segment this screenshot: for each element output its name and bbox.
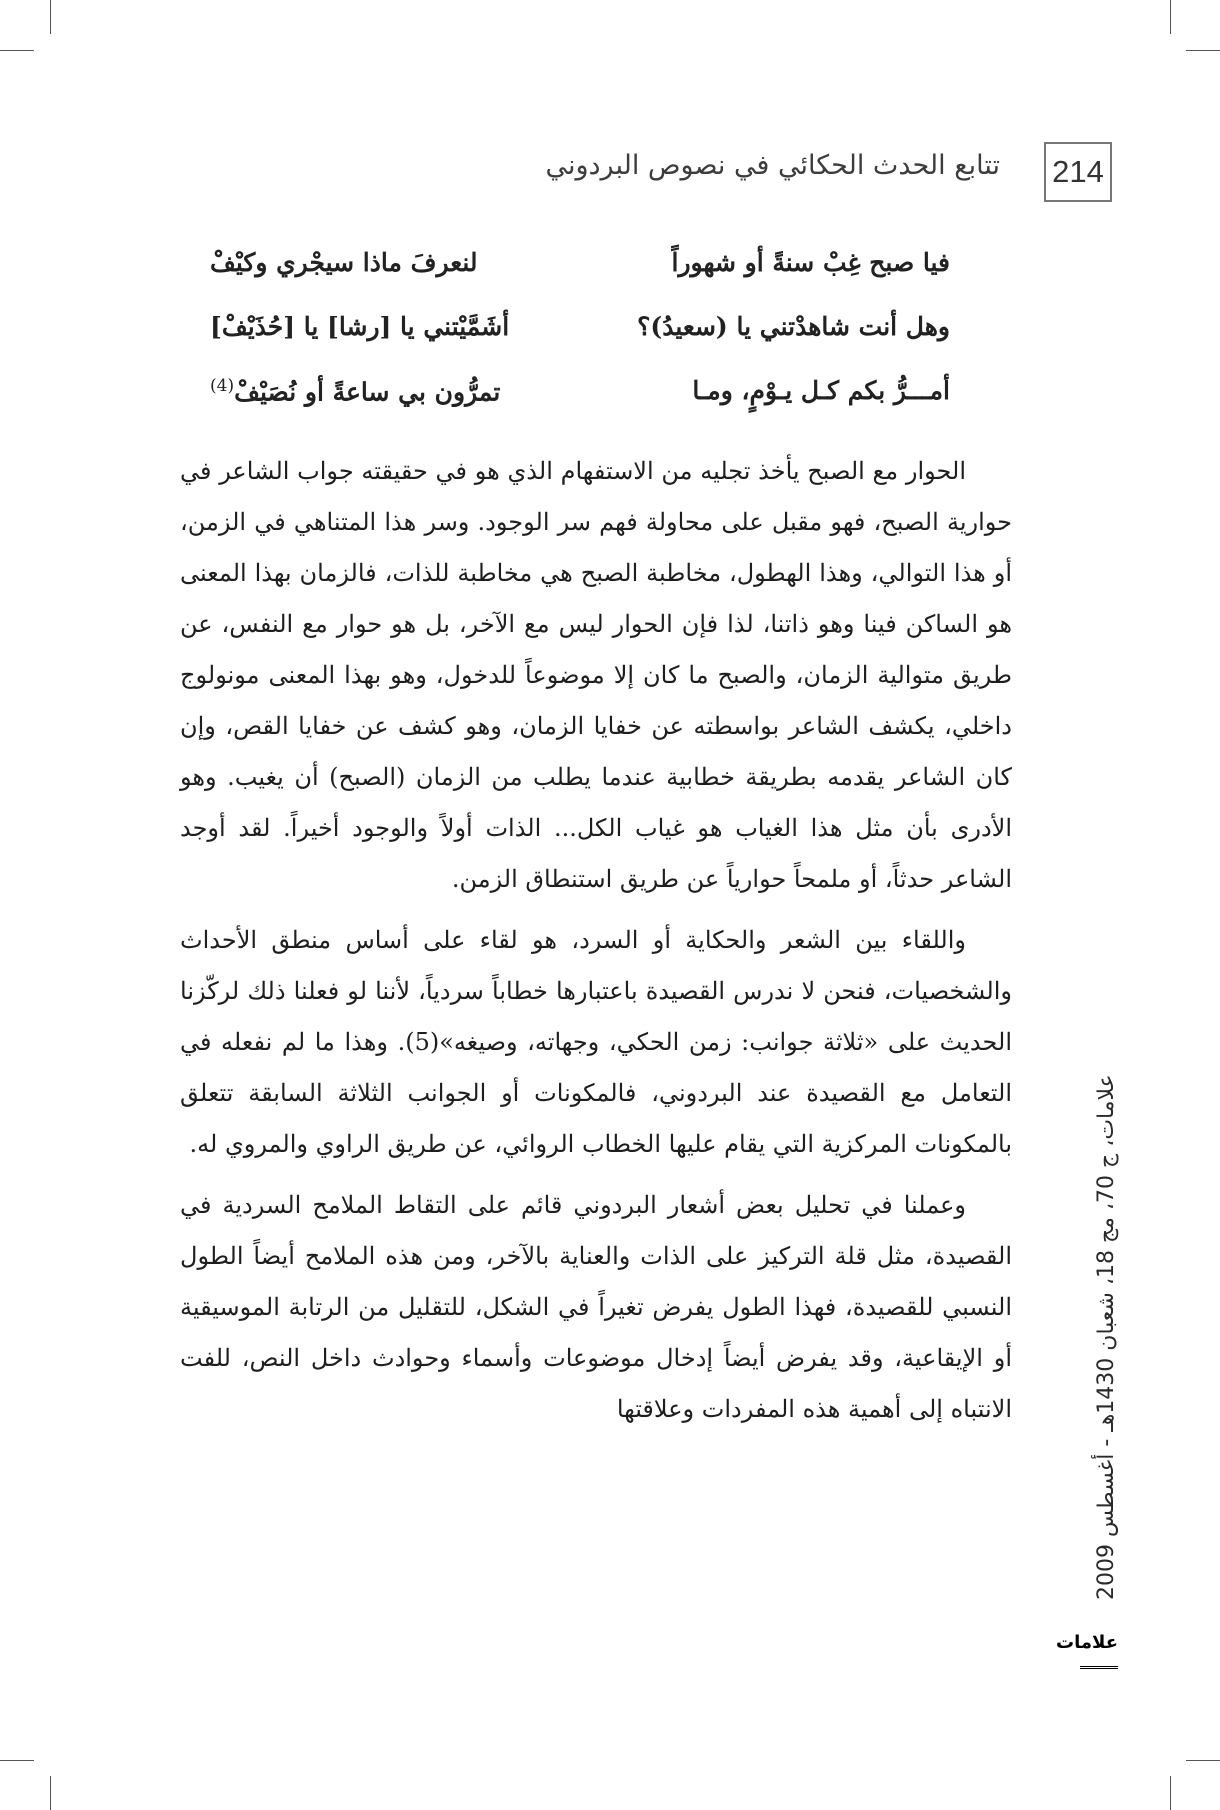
paragraph: وعملنا في تحليل بعض أشعار البردوني قائم على التقاط الملامح السردية في القصيدة، مثل قلة التركيز على الذات والعناية بالآخر، ومن هذه الملامح أيضاً الطول النسبي للقصيدة، فهذا الطول يفرض تغيراً في الشكل، للتقليل من الرتابة الموسيقية أو الإيقاعية، وقد يفرض أيضاً إدخال موضوعات وأسماء وحوادث داخل النص، للفت الانتباه إلى أهمية هذه المفردات وعلاقتها [180, 1191, 1013, 1423]
crop-mark [1170, 1776, 1171, 1810]
paragraph: الحوار مع الصبح يأخذ تجليه من الاستفهام الذي هو في حقيقته جواب الشاعر في حوارية الصبح، فهو مقبل على محاولة فهم سر الوجود. وسر هذا المتناهي في الزمن، أو هذا التوالي، وهذا الهطول، مخاطبة الصبح هي مخاطبة للذات، فالزمان بهذا المعنى هو الساكن فينا وهو ذاتنا، لذا فإن الحوار ليس مع الآخر، بل هو حوار مع النفس، عن طريق متوالية الزمان، والصبح ما كان إلا موضوعاً للدخول، وهو بهذا المعنى مونولوج داخلي، يكشف الشاعر بواسطته عن خفايا الزمان، وهو كشف عن خفايا القص، وإن كان الشاعر يقدمه بطريقة خطابية عندما يطلب من الزمان (الصبح) أن يغيب. وهو الأدرى بأن مثل هذا الغياب هو غياب الكل... الذات أولاً والوجود أخيراً. لقد أوجد الشاعر حدثاً، أو ملمحاً حوارياً عن طريق استنطاق الزمن. [180, 457, 1012, 893]
paragraph: واللقاء بين الشعر والحكاية أو السرد، هو لقاء على أساس منطق الأحداث والشخصيات، فنحن لا ندرس القصيدة باعتبارها خطاباً سردياً، لأننا لو فعلنا ذلك لركّزنا الحديث على «ثلاثة جوانب: زمن الحكي، وجهاته، وصيغه»(5). وهذا ما لم نفعله في التعامل مع القصيدة عند البردوني، فالمكونات أو الجوانب الثلاثة السابقة تتعلق بالمكونات المركزية التي يقام عليها الخطاب الروائي، عن طريق الراوي والمروي له. [180, 926, 1012, 1158]
crop-mark [1186, 50, 1220, 51]
verse-first-hemistich: فيا صبح غِبْ سنةً أو شهوراً [671, 248, 950, 277]
crop-mark [1170, 0, 1171, 34]
running-title: تتابع الحدث الحكائي في نصوص البردوني [545, 150, 1000, 181]
verse-first-hemistich: وهل أنت شاهدْتني يا (سعيدُ)؟ [637, 312, 950, 341]
crop-mark [0, 1760, 34, 1761]
verse-first-hemistich: أمـــرُّ بكم كـل يـوْمٍ، ومـا [692, 376, 950, 405]
page-header [180, 142, 1112, 204]
crop-mark [1186, 1760, 1220, 1761]
poem-verse [210, 248, 950, 312]
page-number: 214 [1044, 142, 1112, 202]
verse-second-hemistich [210, 376, 500, 406]
poem-verse [210, 376, 950, 440]
footnote-reference: (4) [210, 376, 235, 396]
verse-second-hemistich: لنعرفَ ماذا سيجْري وكيْفْ [210, 248, 478, 277]
verse-second-hemistich: أشَمَّيْتني يا [رشا] يا [حُذَيْفْ] [210, 312, 510, 341]
poem-verse [210, 312, 950, 376]
poem-block [210, 248, 950, 440]
journal-logo: علامات [1080, 1620, 1118, 1669]
journal-reference: علامات، ج 70، مج 18، شعبان 1430هـ - أغسطس 2009 [1094, 1074, 1119, 1600]
body-text [180, 446, 1012, 1445]
crop-mark [50, 1776, 51, 1810]
crop-mark [50, 0, 51, 34]
verse-second-text: تمرُّون بي ساعةً أو نُصَيْفْ [234, 377, 501, 407]
crop-mark [0, 50, 34, 51]
